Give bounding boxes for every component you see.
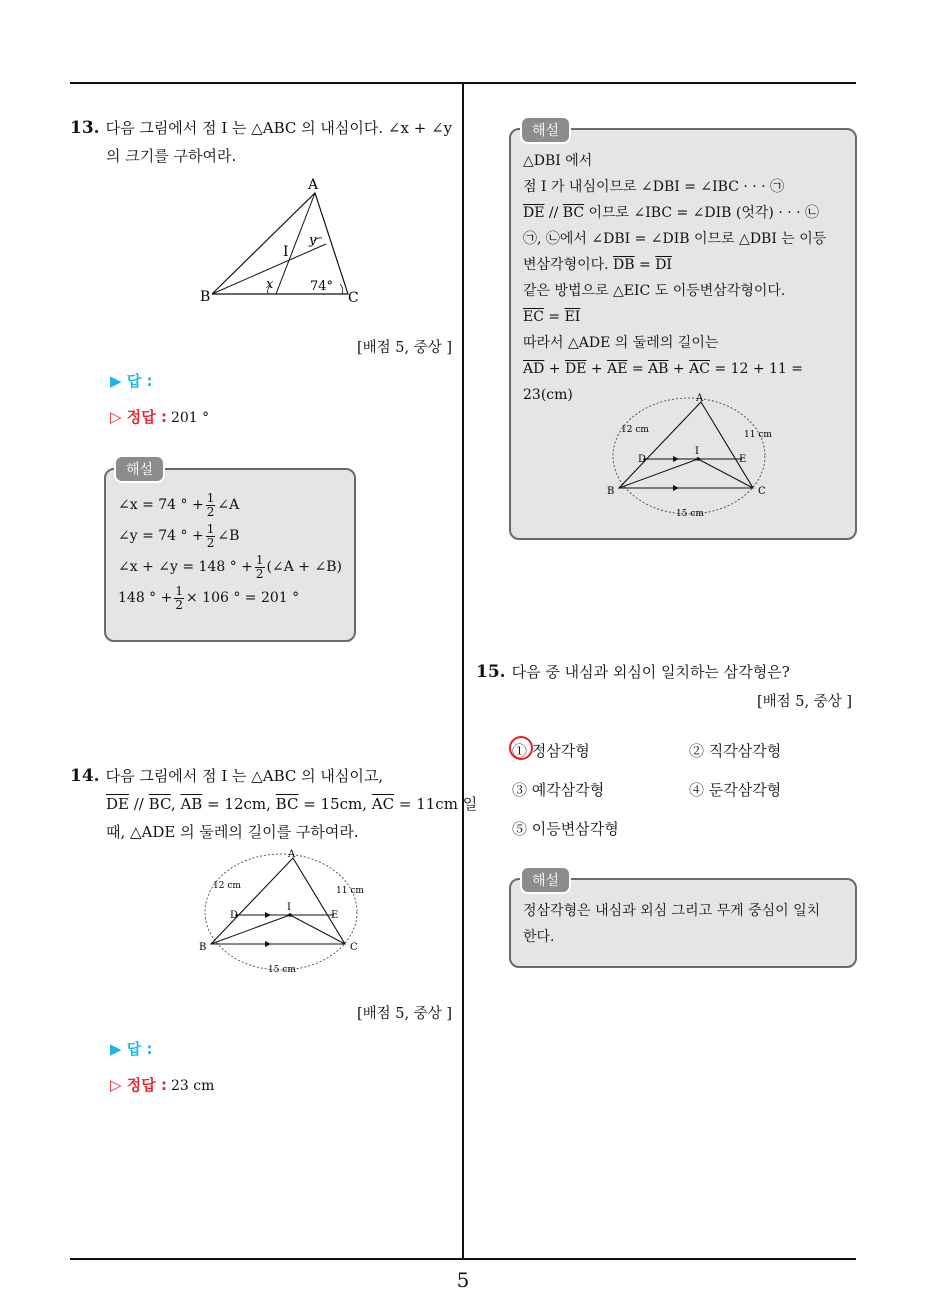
triangle-figure-explanation xyxy=(603,390,778,518)
explanation-line: ㉠, ㉡에서 ∠DBI = ∠DIB 이므로 △DBI 는 이등 xyxy=(523,231,827,247)
label-y: y xyxy=(309,233,317,248)
question-14 xyxy=(70,762,477,846)
explanation-line: 점 I 가 내심이므로 ∠DBI = ∠IBC · · · ㉠ xyxy=(523,179,785,195)
label-E: E xyxy=(739,454,747,465)
score-14: [배점 5, 중상 ] xyxy=(356,1006,452,1022)
score-13: [배점 5, 중상 ] xyxy=(356,340,452,356)
bottom-rule xyxy=(70,1258,856,1260)
option-5[interactable]: ⑤ 이등변삼각형 xyxy=(512,820,619,838)
explanation-line: $\overline{DE} // \overline{BC}$ 이므로 ∠IBC = ∠DIB (엇각) · · · ㉡ xyxy=(523,205,820,221)
question-15 xyxy=(476,658,790,686)
label-D: D xyxy=(230,910,239,921)
label-15cm: 15 cm xyxy=(676,509,704,518)
label-I: I xyxy=(695,446,699,457)
option-2[interactable]: ② 직각삼각형 xyxy=(689,742,782,760)
option-4[interactable]: ④ 둔각삼각형 xyxy=(689,781,782,799)
correct-value: 23 cm xyxy=(170,1078,215,1094)
explanation-line: 변삼각형이다. $\overline{DB} = \overline{DI}$ xyxy=(523,257,672,273)
question-text: 의 크기를 구하여라. xyxy=(106,147,237,165)
label-11cm: 11 cm xyxy=(744,430,772,440)
label-15cm: 15 cm xyxy=(268,965,296,974)
label-C: C xyxy=(350,942,358,953)
option-1[interactable]: ① 정삼각형 xyxy=(512,742,590,760)
explanation-box-13: ∠x = 74 ° + $\frac{1}{2}$ ∠A ∠y = 74 ° + $\frac{1}{2}$ ∠B ∠x + ∠y = 148 ° + $\frac{1}{2}$ (∠A + ∠B) 148 ° + $\frac{1}{2}$ × 106 ° = 201 ° xyxy=(104,468,356,642)
explanation-tab-13: 해설 xyxy=(114,455,165,483)
triangle-figure-13 xyxy=(190,176,370,306)
explanation-tab-15: 해설 xyxy=(520,866,571,894)
explanation-line: $\overline{EC} = \overline{EI}$ xyxy=(523,309,581,325)
explanation-box-14 xyxy=(509,128,857,540)
explanation-line: 같은 방법으로 △EIC 도 이등변삼각형이다. xyxy=(523,283,786,299)
explanation-line: 한다. xyxy=(523,929,555,945)
label-angle-74: 74° xyxy=(310,279,334,294)
explanation-line: $\overline{AD} + \overline{DE} + \overline{AE} = \overline{AB} + \overline{AC} = 12 + 11 = 23(cm)$ xyxy=(523,361,804,403)
explanation-tab-14: 해설 xyxy=(520,116,571,144)
question-text: 다음 그림에서 점 I 는 △ABC 의 내심이고, xyxy=(105,767,384,785)
label-11cm: 11 cm xyxy=(336,886,364,896)
triangle-figure-14 xyxy=(195,846,370,974)
label-12cm: 12 cm xyxy=(213,881,241,891)
correct-label: ▷ 정답 : xyxy=(110,408,167,426)
label-A: A xyxy=(288,849,296,860)
label-I: I xyxy=(283,244,289,260)
question-number: 13. xyxy=(70,118,100,138)
correct-value: 201 ° xyxy=(170,410,210,426)
answer-label-14: ▶ 답 : xyxy=(110,1040,153,1058)
page-number: 5 xyxy=(456,1268,470,1292)
question-text: 다음 그림에서 점 I 는 △ABC 의 내심이다. ∠x + ∠y xyxy=(105,119,453,137)
question-13 xyxy=(70,114,452,170)
correct-label: ▷ 정답 : xyxy=(110,1076,167,1094)
label-B: B xyxy=(200,289,211,305)
question-number: 14. xyxy=(70,766,100,786)
label-A: A xyxy=(696,393,704,404)
label-C: C xyxy=(758,486,766,497)
correct-answer-13 xyxy=(110,406,209,427)
explanation-line: △DBI 에서 xyxy=(523,153,593,169)
label-x: x xyxy=(266,277,274,292)
label-12cm: 12 cm xyxy=(621,425,649,435)
label-C: C xyxy=(348,290,359,306)
question-text: 때, △ADE 의 둘레의 길이를 구하여라. xyxy=(106,823,359,841)
label-B: B xyxy=(607,486,615,497)
question-number: 15. xyxy=(476,662,506,682)
label-I: I xyxy=(287,902,291,913)
explanation-line: 따라서 △ADE 의 둘레의 길이는 xyxy=(523,335,719,351)
label-D: D xyxy=(638,454,647,465)
label-E: E xyxy=(331,910,339,921)
explanation-line: 정삼각형은 내심과 외심 그리고 무게 중심이 일치 xyxy=(523,903,821,919)
answer-label-13: ▶ 답 : xyxy=(110,372,153,390)
label-B: B xyxy=(199,942,207,953)
score-15: [배점 5, 중상 ] xyxy=(756,694,852,710)
column-divider xyxy=(462,84,464,1258)
question-text: 다음 중 내심과 외심이 일치하는 삼각형은? xyxy=(511,663,790,681)
label-A: A xyxy=(308,177,319,193)
correct-answer-14 xyxy=(110,1074,214,1095)
option-3[interactable]: ③ 예각삼각형 xyxy=(512,781,605,799)
question-text-line2: $\overline{DE} // \overline{BC}$, $\overline{AB} = 12cm$, $\overline{BC} = 15cm$, $\overline{AC} = 11cm$ 일 xyxy=(106,795,478,813)
